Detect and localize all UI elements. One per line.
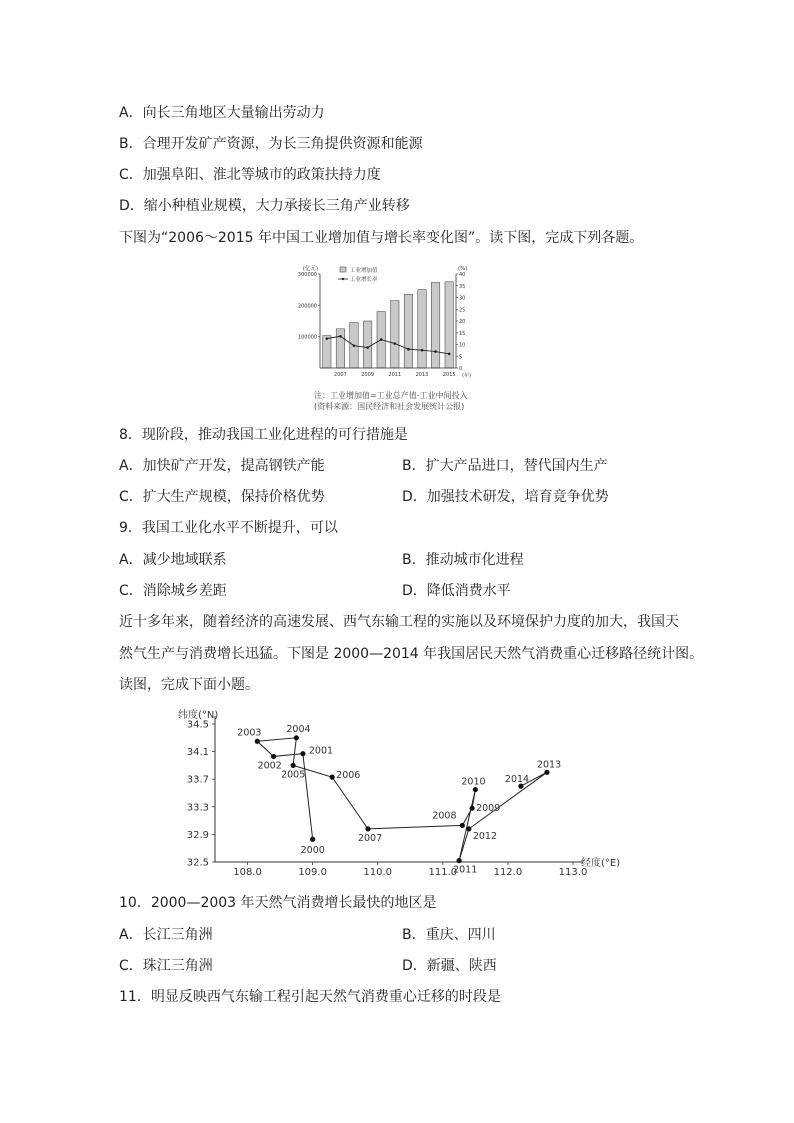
option-9a: A．减少地域联系 (119, 552, 227, 568)
right-tick-label: 35 (459, 283, 466, 290)
y-tick-label: 34.5 (186, 719, 209, 731)
option-7d: D．缩小种植业规模，大力承接长三角产业转移 (119, 198, 410, 214)
point-label: 2003 (237, 727, 262, 739)
chart1-source: (资料来源：国民经济和社会发展统计公报) (314, 402, 465, 411)
question-10-stem: 10．2000—2003 年天然气消费增长最快的地区是 (119, 895, 437, 911)
y-tick-label: 34.1 (186, 747, 209, 759)
data-point (255, 739, 260, 744)
option-9b: B．推动城市化进程 (402, 552, 524, 568)
option-10c: C．珠江三角洲 (119, 958, 213, 974)
data-point (466, 826, 471, 831)
legend-line-marker (342, 278, 344, 280)
data-point (310, 837, 315, 842)
data-point (271, 754, 276, 759)
x-tick-label: 2013 (415, 372, 429, 378)
x-tick-label: 2009 (361, 372, 374, 378)
option-7b: B．合理开发矿产资源，为长三角提供资源和能源 (119, 136, 423, 152)
intro-paragraph-2-line2: 然气生产与消费增长迅猛。下图是 2000—2014 年我国居民天然气消费重心迁移路径统计图。 (119, 646, 704, 662)
point-label: 2002 (257, 760, 282, 772)
data-point (460, 823, 465, 828)
right-tick-label: 20 (459, 319, 466, 325)
data-point (330, 775, 335, 780)
bar (418, 290, 426, 368)
point-label: 2013 (536, 759, 562, 771)
right-tick-label: 30 (459, 295, 466, 302)
option-9c: C．消除城乡差距 (119, 583, 227, 599)
option-10a: A．长江三角洲 (119, 927, 213, 943)
growth-rate-point (353, 344, 356, 347)
y-tick-label: 32.5 (186, 857, 209, 869)
data-point (456, 858, 461, 863)
x-tick-label: 113.0 (558, 867, 588, 878)
right-tick-label: 25 (459, 307, 466, 314)
data-point (365, 826, 370, 831)
growth-rate-point (366, 346, 369, 349)
x-tick-label: 108.0 (233, 867, 262, 878)
point-label: 2007 (357, 832, 383, 844)
left-tick-label: 200000 (297, 303, 317, 310)
growth-rate-line (327, 336, 449, 354)
data-point (470, 806, 475, 811)
point-label: 2012 (472, 830, 498, 842)
x-axis-label: 经度(°E) (581, 858, 621, 869)
question-8-stem: 8．现阶段，推动我国工业化进程的可行措施是 (119, 427, 408, 443)
x-unit-label: (年) (462, 373, 471, 379)
intro-paragraph-1: 下图为“2006～2015 年中国工业增加值与增长率变化图”。读下图，完成下列各题。 (119, 230, 644, 246)
growth-rate-point (448, 353, 451, 356)
growth-rate-point (339, 335, 342, 338)
migration-path (257, 738, 547, 861)
bar (431, 282, 439, 368)
x-tick-label: 111.0 (428, 867, 458, 878)
intro-paragraph-2-line3: 读图，完成下面小题。 (119, 677, 259, 693)
option-9d: D．降低消费水平 (402, 583, 511, 599)
data-point (300, 751, 305, 756)
bar (336, 329, 344, 368)
right-tick-label: 40 (459, 272, 466, 278)
left-unit-label: (亿元) (302, 266, 318, 272)
y-tick-label: 32.9 (186, 829, 209, 841)
growth-rate-point (326, 337, 329, 340)
y-tick-label: 33.3 (186, 802, 209, 814)
right-tick-label: 5 (459, 354, 463, 361)
point-label: 2001 (308, 745, 334, 757)
x-tick-label: 2015 (442, 372, 456, 378)
bar (404, 294, 412, 368)
right-tick-label: 10 (459, 342, 466, 349)
point-label: 2011 (453, 864, 478, 876)
x-tick-label: 2007 (334, 372, 347, 378)
growth-rate-point (394, 342, 397, 345)
point-label: 2006 (336, 770, 361, 782)
left-tick-label: 300000 (297, 272, 317, 278)
y-tick-label: 33.7 (186, 774, 209, 786)
growth-rate-point (434, 350, 437, 353)
gas-center-migration-chart (160, 700, 640, 880)
option-10d: D．新疆、陕西 (402, 958, 497, 974)
x-tick-label: 109.0 (298, 867, 327, 878)
data-point (544, 770, 549, 775)
industry-value-chart (296, 262, 486, 382)
growth-rate-point (380, 338, 383, 341)
bar (363, 321, 371, 368)
option-8c: C．扩大生产规模，保持价格优势 (119, 489, 325, 505)
option-7c: C．加强阜阳、淮北等城市的政策扶持力度 (119, 167, 381, 183)
growth-rate-point (407, 348, 410, 351)
right-tick-label: 0 (459, 366, 463, 372)
option-10b: B．重庆、四川 (402, 927, 496, 943)
point-label: 2005 (281, 769, 306, 781)
chart1-note: 注：工业增加值=工业总产值-工业中间投入 (314, 391, 468, 400)
data-point (294, 735, 299, 740)
legend-bar-label: 工业增加值 (350, 268, 378, 274)
option-7a: A．向长三角地区大量输出劳动力 (119, 105, 325, 121)
option-8d: D．加强技术研发，培育竞争优势 (402, 489, 609, 505)
question-9-stem: 9．我国工业化水平不断提升，可以 (119, 520, 338, 536)
option-8a: A．加快矿产开发，提高钢铁产能 (119, 458, 325, 474)
point-label: 2014 (504, 774, 530, 786)
intro-paragraph-2-line1: 近十多年来，随着经济的高速发展、西气东输工程的实施以及环境保护力度的加大，我国天 (119, 614, 679, 630)
legend-line-label: 工业增长率 (350, 277, 378, 283)
left-tick-label: 100000 (297, 334, 317, 341)
question-11-stem: 11．明显反映西气东输工程引起天然气消费重心迁移的时段是 (119, 989, 501, 1005)
x-tick-label: 110.0 (363, 867, 393, 878)
right-tick-label: 15 (459, 330, 466, 337)
data-point (473, 787, 478, 792)
y-axis-label: 纬度(°N) (178, 710, 219, 721)
bar (391, 301, 399, 368)
point-label: 2008 (432, 810, 457, 822)
point-label: 2010 (461, 776, 486, 788)
data-point (291, 763, 296, 768)
x-tick-label: 2011 (388, 372, 402, 378)
point-label: 2000 (300, 845, 325, 857)
legend-bar-swatch (340, 267, 346, 272)
point-label: 2004 (286, 723, 311, 735)
x-tick-label: 112.0 (493, 867, 523, 878)
bar (323, 336, 331, 368)
point-label: 2009 (476, 803, 501, 815)
growth-rate-point (421, 349, 424, 352)
right-unit-label: (%) (458, 266, 468, 272)
option-8b: B．扩大产品进口，替代国内生产 (402, 458, 608, 474)
